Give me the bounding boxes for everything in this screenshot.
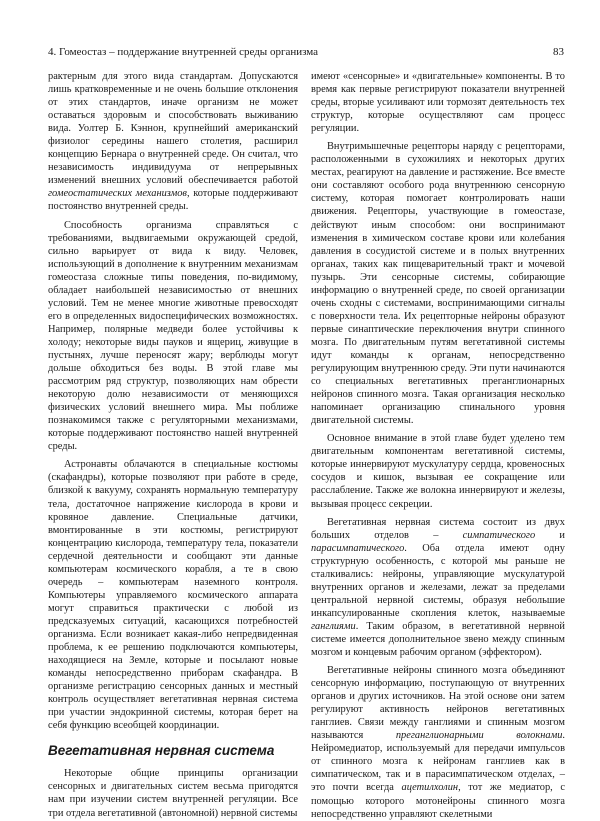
paragraph: Способность организма справляться с требованиями, выдвигаемыми окружающей средой, сильно варьирует от вида к виду. Человек, использующий в дополнение к внутренним механизмам гомеостаза сложные типы поведения, по-видимому, обладает наибольшей независимостью от внешних условий. Тем не менее многие животные превосходят его в определенных видоспецифических возможностях. Например, полярные медведи более устойчивы к холоду; некоторые виды пауков и ящериц, живущие в пустынях, лучше переносят жару; верблюды могут дольше обходиться без воды. В этой главе мы рассмотрим ряд структур, позволяющих нам обрести некоторую долю независимости от меняющихся физических условий внешнего мира. Мы поближе познакомимся также с регуляторными механизмами, которые поддерживают постоянство нашей внутренней среды. bbox=[48, 219, 298, 453]
paragraph: Основное внимание в этой главе будет уделено тем двигательным компонентам вегетативной системы, которые иннервируют мускулатуру сердца, кровеносных сосудов и кишок, вызывая ее сокращение или расслабление. Также же волокна иннервируют и железы, вызывая процесс секреции. bbox=[311, 433, 565, 510]
paragraph: рактерным для этого вида стандартам. Допускаются лишь кратковременные и не очень большие отклонения от этих стандартов, иначе организм не может оставаться здоровым и способствовать выживанию вида. Уолтер Б. Кэннон, крупнейший американский физиолог середины нашего столетия, расширил концепцию Бернара о внутренней среде. Он считал, что независимость индивидуума от непрерывных изменений внешних условий обеспечивается работой гомеостатических механизмов, которые поддерживают постоянство внутренней среды. bbox=[48, 71, 299, 213]
paragraph: Вегетативная нервная система состоит из двух больших отделов – симпатического и парасимпатического. Оба отдела имеют одну структурную особенность, с которой мы раньше не сталкивались: нейроны, управляющие мускулатурой внутренних органов и железами, лежат за пределами центральной нервной системы, образуя небольшие инкапсулированные скопления клеток, называемые ганглиями. Таким образом, в вегетативной нервной системе имеется дополнительное звено между спинным мозгом и концевым рабочим органом (эффектором). bbox=[311, 516, 565, 659]
paragraph: Внутримышечные рецепторы наряду с рецепторами, расположенными в сухожилиях и некоторых других местах, реагируют на давление и растяжение. Все вместе они составляют особого рода внутреннюю сенсорную систему, которая помогает контролировать наши движения. Рецепторы, участвующие в гомеостазе, действуют иным способом: они воспринимают изменения в химическом составе крови или колебания давления в сосудистой системе и в полых внутренних органах, таких как пищеварительный тракт и мочевой пузырь. Эти сенсорные системы, собирающие информацию о внутренней среде, по своей организации очень сходны с системами, воспринимающими сигналы с поверхности тела. Их рецепторные нейроны образуют первые синаптические переключения внутри спинного мозга. По двигательным путям вегетативной системы идут команды к органам, непосредственно регулирующим внутреннюю среду. Эти пути начинаются со специальных вегетативных преганглионарных нейронов спинного мозга. Такая организация несколько напоминает организацию спинального уровня двигательной системы. bbox=[311, 141, 566, 427]
left-column bbox=[48, 70, 298, 820]
right-column bbox=[311, 70, 565, 821]
section-heading: Вегетативная нервная система bbox=[48, 743, 275, 759]
paragraph: Вегетативные нейроны спинного мозга объединяют сенсорную информацию, поступающую от внутренних органов и других источников. На этой основе они затем регулируют активность нейронов вегетативных ганглиев. Связи между ганглиями и спинным мозгом называются преганглионарными волокнами. Нейромедиатор, используемый для передачи импульсов от спинного мозга к нейронам ганглиев как в симпатическом, так и в парасимпатическом отделах, – это почти всегда ацетилхолин, тот же медиатор, с помощью которого мотонейроны спинного мозга непосредственно управляют скелетными bbox=[311, 665, 566, 820]
page-number: 83 bbox=[553, 46, 564, 58]
paragraph: Астронавты облачаются в специальные костюмы (скафандры), которые позволяют при работе в среде, близкой к вакууму, сохранять нормальную температуру тела, достаточное напряжение кислорода в крови и кровяное давление. Специальные датчики, вмонтированные в эти костюмы, регистрируют концентрацию кислорода, температуру тела, показатели сердечной деятельности и сообщают эти данные компьютерам космического корабля, а те в свою очередь – компьютерам наземного контроля. Компьютеры управляемого космического аппарата могут справиться практически с любой из предсказуемых ситуаций, касающихся потребностей организма. Если возникает какая-либо непредвиденная проблема, к ее решению подключаются компьютеры, находящиеся на Земле, которые и посылают новые команды непосредственно приборам скафандра. В организме регистрацию сенсорных данных и местный контроль осуществляет вегетативная нервная система при участии эндокринной системы, которая берет на себя функцию всеобщей координации. bbox=[48, 459, 298, 732]
paragraph: имеют «сенсорные» и «двигательные» компоненты. В то время как первые регистрируют показатели внутренней среды, вторые усиливают или тормозят деятельность тех структур, которые осуществляют сам процесс регуляции. bbox=[311, 71, 565, 135]
running-header bbox=[48, 46, 564, 62]
chapter-title: 4. Гомеостаз – поддержание внутренней среды организма bbox=[48, 46, 319, 58]
paragraph: Некоторые общие принципы организации сенсорных и двигательных систем весьма пригодятся нам при изучении систем внутренней регуляции. Все три отдела вегетативной (автономной) нервной системы bbox=[48, 768, 298, 819]
